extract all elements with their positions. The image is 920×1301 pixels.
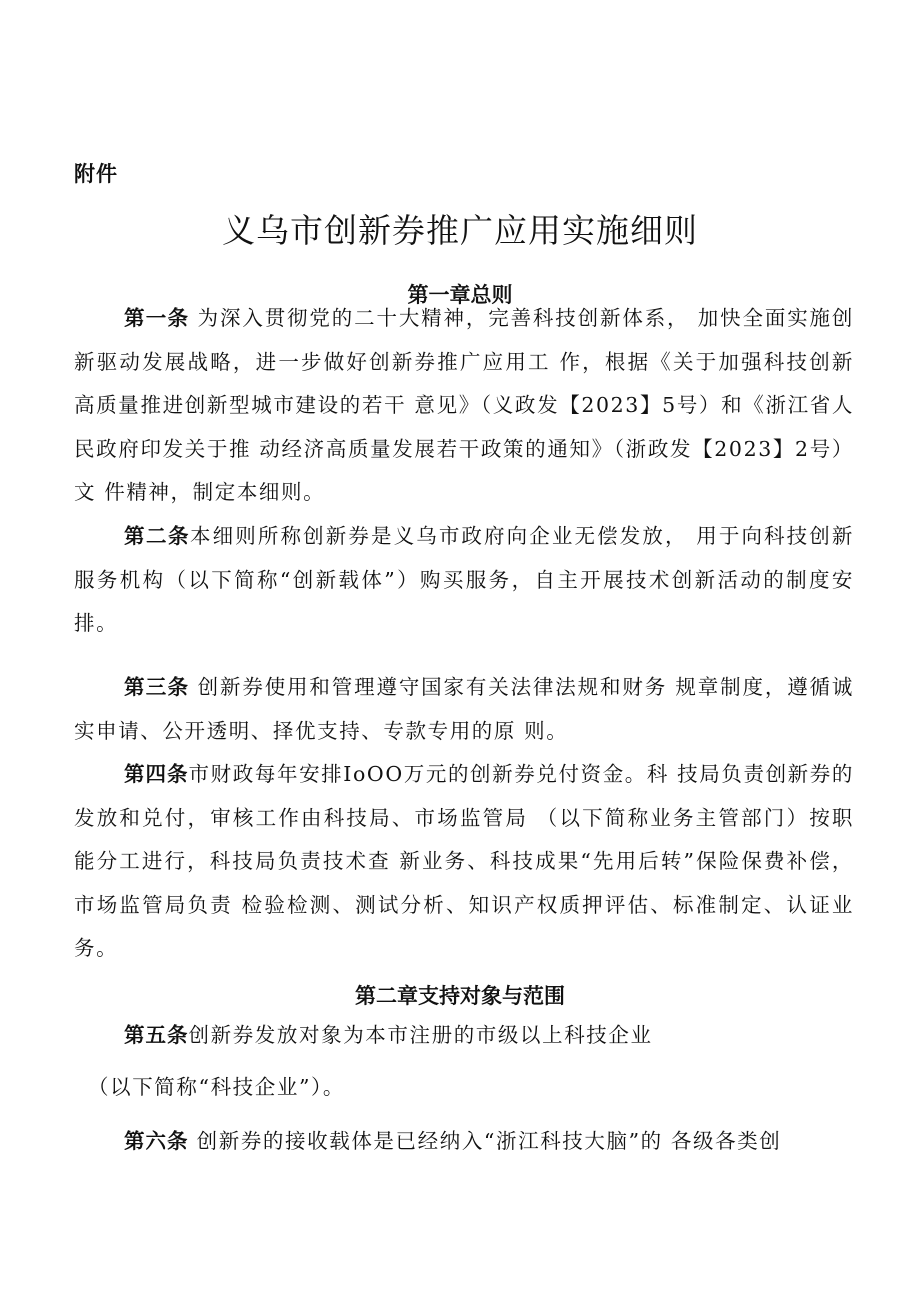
article-2 [74,515,854,646]
article-1 [74,297,854,515]
article-3-text: 创新券使用和管理遵守国家有关法律法规和财务 规章制度，遵循诚实申请、公开透明、择优支持、专款专用的原 则。 [74,675,854,743]
article-5-continuation: （以下简称“科技企业”）。 [88,1075,346,1099]
attachment-label: 附件 [74,162,118,186]
chapter-heading-1: 第一章总则 [407,283,513,307]
article-5 [74,1014,854,1058]
document-title: 义乌市创新券推广应用实施细则 [222,211,698,250]
article-1-label: 第一条 [124,306,190,330]
chapter-heading-2: 第二章支持对象与范围 [355,984,565,1008]
article-4-label: 第四条 [124,762,189,786]
article-5-text: 创新券发放对象为本市注册的市级以上科技企业 [188,1023,653,1047]
article-4 [74,753,854,971]
article-5-label: 第五条 [124,1023,189,1047]
article-6 [74,1120,854,1164]
article-2-label: 第二条 [124,524,191,548]
article-3-label: 第三条 [124,675,190,699]
article-3 [74,666,854,753]
article-2-text: 本细则所称创新券是义乌市政府向企业无偿发放， 用于向科技创新服务机构（以下简称“创新载体”）购买服务，自主开展技术创新活动的制度安排。 [74,524,855,635]
article-4-text: 市财政每年安排IoOO万元的创新券兑付资金。科 技局负责创新券的发放和兑付，审核工作由科技局、市场监管局 （以下简称业务主管部门）按职能分工进行，科技局负责技术查 新业务、科技成果“先用后转”保险保费补偿，市场监管局负责 检验检测、测试分析、知识产权质押评估、标准制定、认证业务。 [74,762,854,960]
article-6-label: 第六条 [124,1129,189,1153]
article-6-text: 创新券的接收载体是已经纳入“浙江科技大脑”的 各级各类创 [188,1129,782,1153]
article-1-text: 为深入贯彻党的二十大精神，完善科技创新体系， 加快全面实施创新驱动发展战略，进一步做好创新券推广应用工 作，根据《关于加强科技创新高质量推进创新型城市建设的若干 意见》（义政发【2023】5号）和《浙江省人民政府印发关于推 动经济高质量发展若干政策的通知》（浙政发【2023】2号）文 件精神，制定本细则。 [74,306,854,504]
